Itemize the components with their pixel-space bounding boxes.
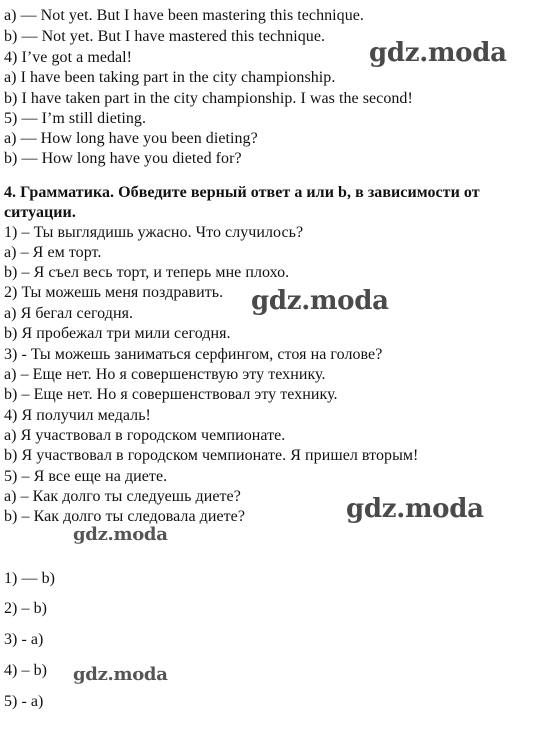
text-line: b) I have taken part in the city championship. I was the second! [4,90,413,107]
answer-line: 3) - a) [4,631,44,648]
text-line: b) – Я съел весь торт, и теперь мне плохо. [4,264,290,281]
answer-line: 2) – b) [4,600,48,617]
text-line: 3) - Ты можешь заниматься серфингом, стоя на голове? [4,346,383,363]
text-line: 4) Я получил медаль! [4,407,151,424]
watermark: gdz.moda [369,38,507,68]
text-line: 1) – Ты выглядишь ужасно. Что случилось? [4,224,304,241]
text-line: b) — How long have you dieted for? [4,150,242,167]
text-line: a) – Я ем торт. [4,244,102,261]
text-line: a) — How long have you been dieting? [4,130,258,147]
watermark: gdz.moda [73,524,168,545]
answer-line: 1) — b) [4,570,56,587]
text-line: b) Я участвовал в городском чемпионате. Я пришел вторым! [4,447,419,464]
text-line: a) — Not yet. But I have been mastering this technique. [4,7,364,24]
text-line: b) – Еще нет. Но я совершенствовал эту технику. [4,386,338,403]
watermark: gdz.moda [346,494,484,524]
text-line: a) I have been taking part in the city championship. [4,69,336,86]
text-line: 2) Ты можешь меня поздравить. [4,284,224,301]
watermark: gdz.moda [251,286,389,316]
section-heading: 4. Грамматика. Обведите верный ответ a или b, в зависимости от [4,184,480,201]
text-line: a) – Как долго ты следуешь диете? [4,488,241,505]
text-line: 5) — I’m still dieting. [4,110,147,127]
answer-line: 5) - a) [4,693,44,710]
text-line: b) – Как долго ты следовала диете? [4,508,245,525]
watermark: gdz.moda [73,664,168,685]
text-line: a) Я бегал сегодня. [4,305,134,322]
text-line: a) Я участвовал в городском чемпионате. [4,427,286,444]
text-line: b) Я пробежал три мили сегодня. [4,325,231,342]
section-heading-cont: ситуации. [4,204,76,221]
text-line: b) — Not yet. But I have mastered this technique. [4,28,326,45]
text-line: 4) I’ve got a medal! [4,49,133,66]
answer-line: 4) – b) [4,662,48,679]
text-line: a) – Еще нет. Но я совершенствую эту технику. [4,366,326,383]
text-line: 5) – Я все еще на диете. [4,468,168,485]
